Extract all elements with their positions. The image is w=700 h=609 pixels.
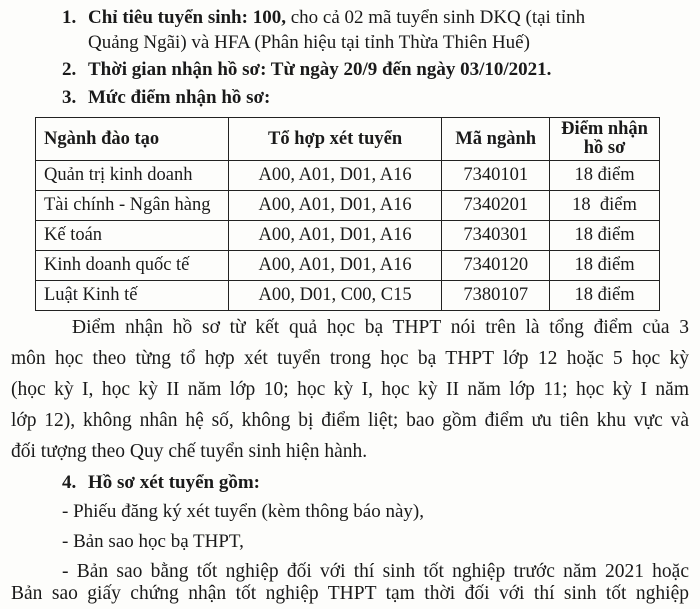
cell-combination: A00, A01, D01, A16 (228, 221, 441, 251)
header-score-line2: hồ sơ (583, 138, 626, 158)
table-row (36, 191, 660, 221)
cell-code: 7340101 (442, 161, 550, 191)
cell-score: 18 điểm (550, 161, 660, 191)
item-3 (62, 86, 270, 110)
cell-major: Kế toán (36, 221, 229, 251)
item-1-text: cho cả 02 mã tuyển sinh DKQ (tại tỉnh (285, 7, 586, 28)
table-header-row (36, 118, 660, 161)
item-1-label: Chỉ tiêu tuyển sinh: 100, (88, 7, 286, 28)
cell-major: Kinh doanh quốc tế (36, 251, 229, 281)
section-4-number: 4. (62, 472, 77, 493)
admission-score-table (35, 117, 660, 311)
paragraph-line-3: (học kỳ I, học kỳ II năm lớp 10; học kỳ I, học kỳ II năm lớp 11; học kỳ I năm (11, 379, 689, 400)
cell-score: 18 điểm (550, 221, 660, 251)
item-2-number: 2. (62, 59, 77, 80)
cell-code: 7380107 (442, 281, 550, 311)
cell-major: Quản trị kinh doanh (36, 161, 229, 191)
item-1 (62, 6, 585, 30)
paragraph-line-5: đối tượng theo Quy chế tuyển sinh hiện hành. (11, 441, 368, 462)
header-subject-combination: Tổ hợp xét tuyển (228, 118, 441, 161)
cell-code: 7340201 (442, 191, 550, 221)
paragraph-line-4: lớp 12), không nhân hệ số, không bị điểm liệt; bao gồm điểm ưu tiên khu vực và (11, 410, 689, 431)
item-1-number: 1. (62, 7, 77, 28)
paragraph-line-1: Điểm nhận hồ sơ từ kết quả học bạ THPT nói trên là tổng điểm của 3 (72, 317, 689, 338)
cell-major: Tài chính - Ngân hàng (36, 191, 229, 221)
cell-score: 18 điểm (550, 191, 660, 221)
table-row (36, 221, 660, 251)
item-2-label: Thời gian nhận hồ sơ: Từ ngày 20/9 đến ngày 03/10/2021. (88, 59, 552, 80)
cell-code: 7340301 (442, 221, 550, 251)
cell-score: 18 điểm (550, 281, 660, 311)
header-score (550, 118, 660, 161)
cell-combination: A00, A01, D01, A16 (228, 191, 441, 221)
cell-score: 18 điểm (550, 251, 660, 281)
header-major-code: Mã ngành (442, 118, 550, 161)
bullet-registration-form: - Phiếu đăng ký xét tuyển (kèm thông báo này), (62, 501, 424, 522)
cell-combination: A00, A01, D01, A16 (228, 251, 441, 281)
cell-combination: A00, A01, D01, A16 (228, 161, 441, 191)
table-row (36, 251, 660, 281)
section-4-label: Hồ sơ xét tuyển gồm: (88, 472, 261, 493)
cell-major: Luật Kinh tế (36, 281, 229, 311)
cell-combination: A00, D01, C00, C15 (228, 281, 441, 311)
bullet-diploma-continuation: Bản sao giấy chứng nhận tốt nghiệp THPT tạm thời đối với thí sinh tốt nghiệp (11, 583, 689, 604)
item-3-number: 3. (62, 87, 77, 108)
cell-code: 7340120 (442, 251, 550, 281)
table-row (36, 281, 660, 311)
header-score-line1: Điểm nhận (561, 119, 648, 139)
section-4-heading (62, 471, 260, 495)
paragraph-line-2: môn học theo từng tổ hợp xét tuyển trong học bạ THPT lớp 12 hoặc 5 học kỳ (11, 348, 689, 369)
header-major: Ngành đào tạo (36, 118, 229, 161)
item-2 (62, 58, 551, 82)
item-1-continuation: Quảng Ngãi) và HFA (Phân hiệu tại tỉnh Thừa Thiên Huế) (88, 32, 530, 53)
bullet-transcript-copy: - Bản sao học bạ THPT, (62, 531, 244, 552)
table-row (36, 161, 660, 191)
bullet-diploma-copy: - Bản sao bằng tốt nghiệp đối với thí sinh tốt nghiệp trước năm 2021 hoặc (62, 561, 689, 582)
item-3-label: Mức điểm nhận hồ sơ: (88, 87, 271, 108)
